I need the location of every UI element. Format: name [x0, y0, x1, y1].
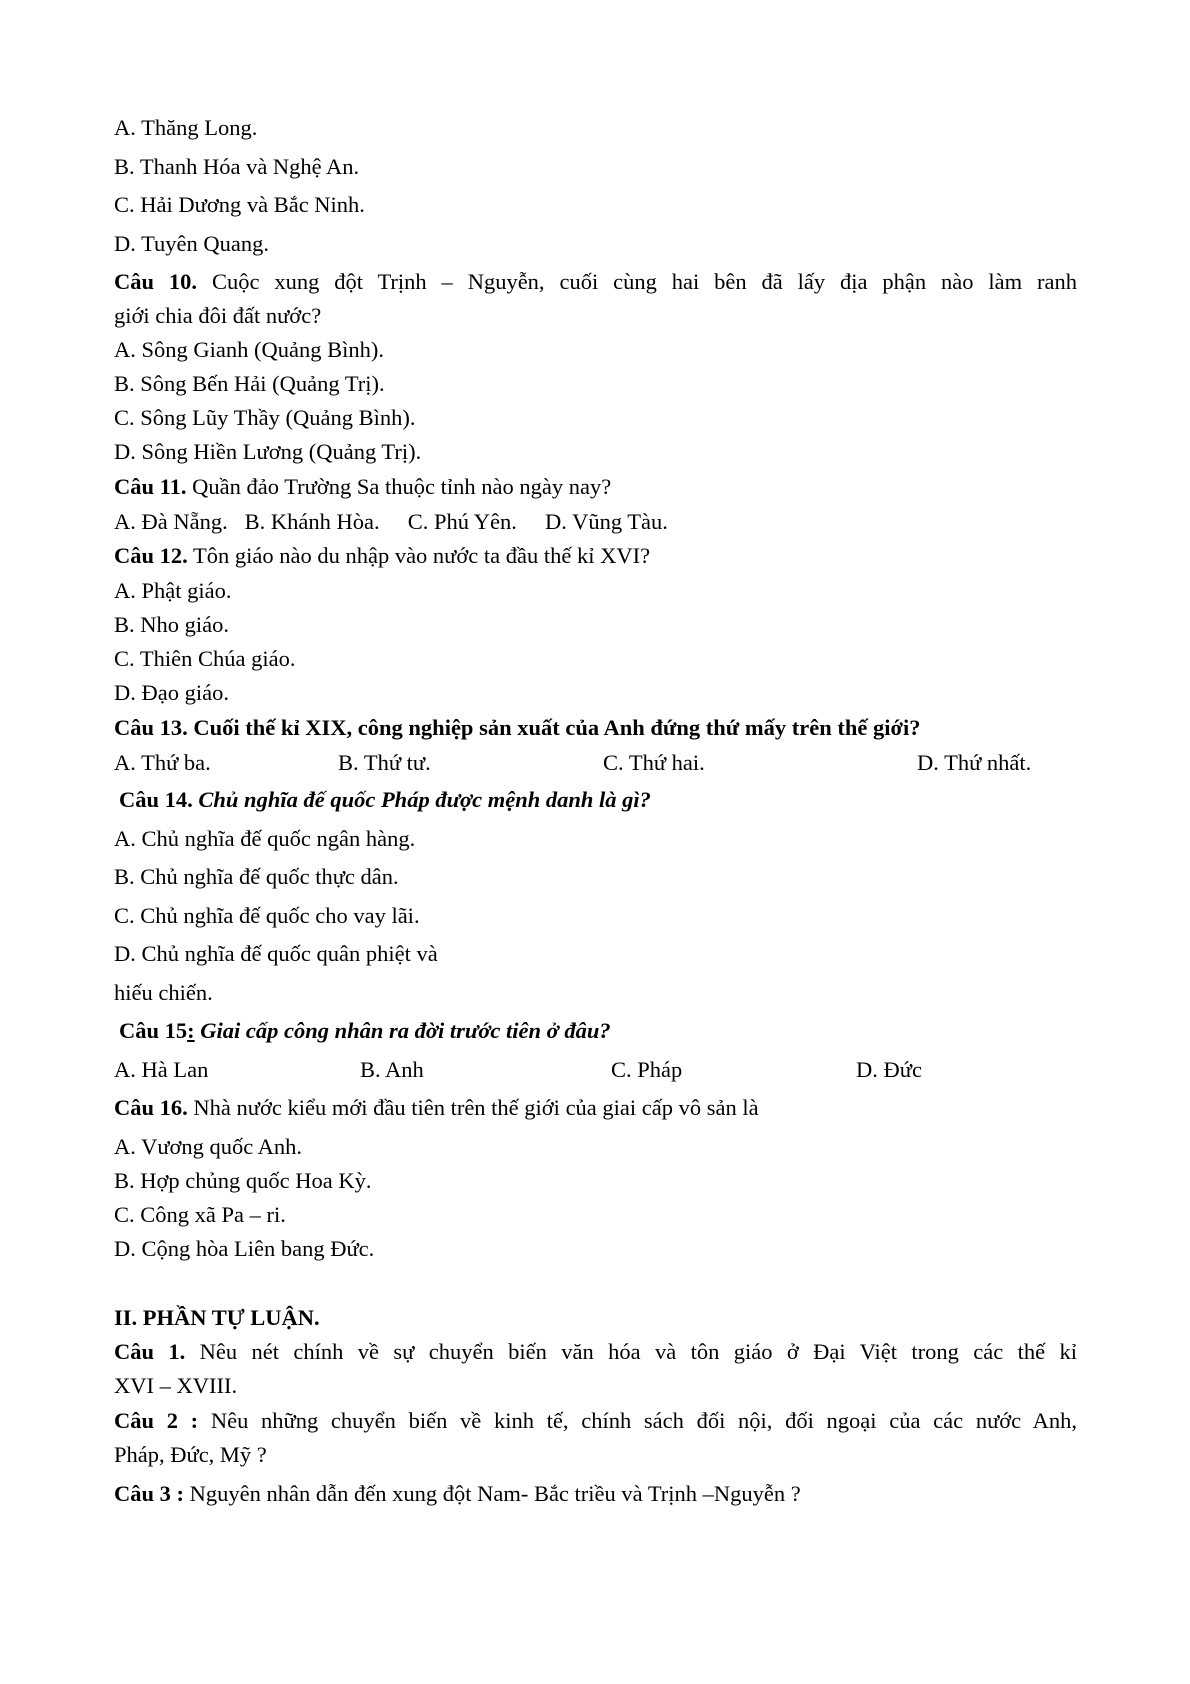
q11-stem [114, 473, 611, 501]
essay-q2-label: Câu 2 : [114, 1408, 199, 1433]
q13-option-b: B. Thứ tư. [338, 750, 431, 775]
q11-label: Câu 11. [114, 474, 187, 499]
q16-label: Câu 16. [114, 1095, 188, 1120]
essay-q1-label: Câu 1. [114, 1339, 186, 1364]
q14-option-d-line1: D. Chủ nghĩa đế quốc quân phiệt và [114, 941, 438, 966]
q9-option-d: D. Tuyên Quang. [114, 231, 270, 256]
q12-option-d: D. Đạo giáo. [114, 680, 229, 705]
q15-option-d: D. Đức [856, 1057, 922, 1082]
q14-label: Câu 14. [119, 787, 193, 812]
q10-stem-line2: giới chia đôi đất nước? [114, 303, 322, 328]
q9-option-b: B. Thanh Hóa và Nghệ An. [114, 154, 360, 179]
q14-option-c: C. Chủ nghĩa đế quốc cho vay lãi. [114, 903, 420, 928]
essay-heading: II. PHẦN TỰ LUẬN. [114, 1305, 320, 1330]
q13-option-c: C. Thứ hai. [603, 750, 705, 775]
q13-option-a: A. Thứ ba. [114, 750, 211, 775]
q14-text: Chủ nghĩa đế quốc Pháp được mệnh danh là gì? [192, 787, 651, 812]
q14-option-b: B. Chủ nghĩa đế quốc thực dân. [114, 864, 399, 889]
q11-text: Quần đảo Trường Sa thuộc tỉnh nào ngày nay? [186, 474, 612, 499]
q10-option-b: B. Sông Bến Hải (Quảng Trị). [114, 371, 385, 396]
essay-q2-text-1: Nêu những chuyển biến về kinh tế, chính sách đối nội, đối ngoại của các nước Anh, [198, 1408, 1077, 1433]
q13-option-d: D. Thứ nhất. [917, 750, 1032, 775]
q10-label: Câu 10. [114, 269, 198, 294]
q9-option-c: C. Hải Dương và Bắc Ninh. [114, 192, 365, 217]
q16-option-c: C. Công xã Pa – ri. [114, 1202, 286, 1227]
q12-option-b: B. Nho giáo. [114, 612, 229, 637]
essay-q3-label: Câu 3 : [114, 1481, 185, 1506]
essay-q1-line1 [114, 1338, 1077, 1366]
essay-q1-line2: XVI – XVIII. [114, 1373, 238, 1398]
q10-option-d: D. Sông Hiền Lương (Quảng Trị). [114, 439, 422, 464]
q16-text: Nhà nước kiểu mới đầu tiên trên thế giới của giai cấp vô sản là [187, 1095, 759, 1120]
q16-option-b: B. Hợp chủng quốc Hoa Kỳ. [114, 1168, 372, 1193]
q10-stem-line1 [114, 268, 1077, 296]
essay-q1-text-1: Nêu nét chính về sự chuyển biến văn hóa và tôn giáo ở Đại Việt trong các thế kỉ [185, 1339, 1077, 1364]
q15-option-b: B. Anh [360, 1057, 424, 1082]
q15-options [114, 1056, 1077, 1084]
essay-q3 [114, 1480, 801, 1508]
q16-option-a: A. Vương quốc Anh. [114, 1134, 303, 1159]
q10-text-1: Cuộc xung đột Trịnh – Nguyễn, cuối cùng hai bên đã lấy địa phận nào làm ranh [197, 269, 1078, 294]
q11-options: A. Đà Nẵng. B. Khánh Hòa. C. Phú Yên. D. Vũng Tàu. [114, 509, 668, 534]
q12-stem [114, 542, 650, 570]
essay-q2-line1 [114, 1407, 1077, 1435]
essay-q3-text: Nguyên nhân dẫn đến xung đột Nam- Bắc triều và Trịnh –Nguyễn ? [184, 1481, 801, 1506]
q9-option-a: A. Thăng Long. [114, 115, 258, 140]
q14-option-d-line2: hiếu chiến. [114, 980, 213, 1005]
q15-label: Câu 15 [119, 1018, 188, 1043]
q15-text: Giai cấp công nhân ra đời trước tiên ở đâu? [194, 1018, 611, 1043]
q12-label: Câu 12. [114, 543, 188, 568]
q10-option-c: C. Sông Lũy Thầy (Quảng Bình). [114, 405, 416, 430]
q13-stem: Câu 13. Cuối thế kỉ XIX, công nghiệp sản xuất của Anh đứng thứ mấy trên thế giới? [114, 715, 921, 740]
q15-colon: : [187, 1018, 195, 1043]
q10-option-a: A. Sông Gianh (Quảng Bình). [114, 337, 384, 362]
q14-stem [119, 786, 651, 814]
q15-option-a: A. Hà Lan [114, 1057, 209, 1082]
q16-option-d: D. Cộng hòa Liên bang Đức. [114, 1236, 375, 1261]
q15-stem [119, 1017, 611, 1045]
q13-options [114, 749, 1077, 777]
q14-option-a: A. Chủ nghĩa đế quốc ngân hàng. [114, 826, 416, 851]
q12-option-a: A. Phật giáo. [114, 578, 232, 603]
q12-text: Tôn giáo nào du nhập vào nước ta đầu thế kỉ XVI? [187, 543, 651, 568]
q12-option-c: C. Thiên Chúa giáo. [114, 646, 296, 671]
q15-option-c: C. Pháp [611, 1057, 683, 1082]
q16-stem [114, 1094, 759, 1122]
essay-q2-line2: Pháp, Đức, Mỹ ? [114, 1442, 267, 1467]
